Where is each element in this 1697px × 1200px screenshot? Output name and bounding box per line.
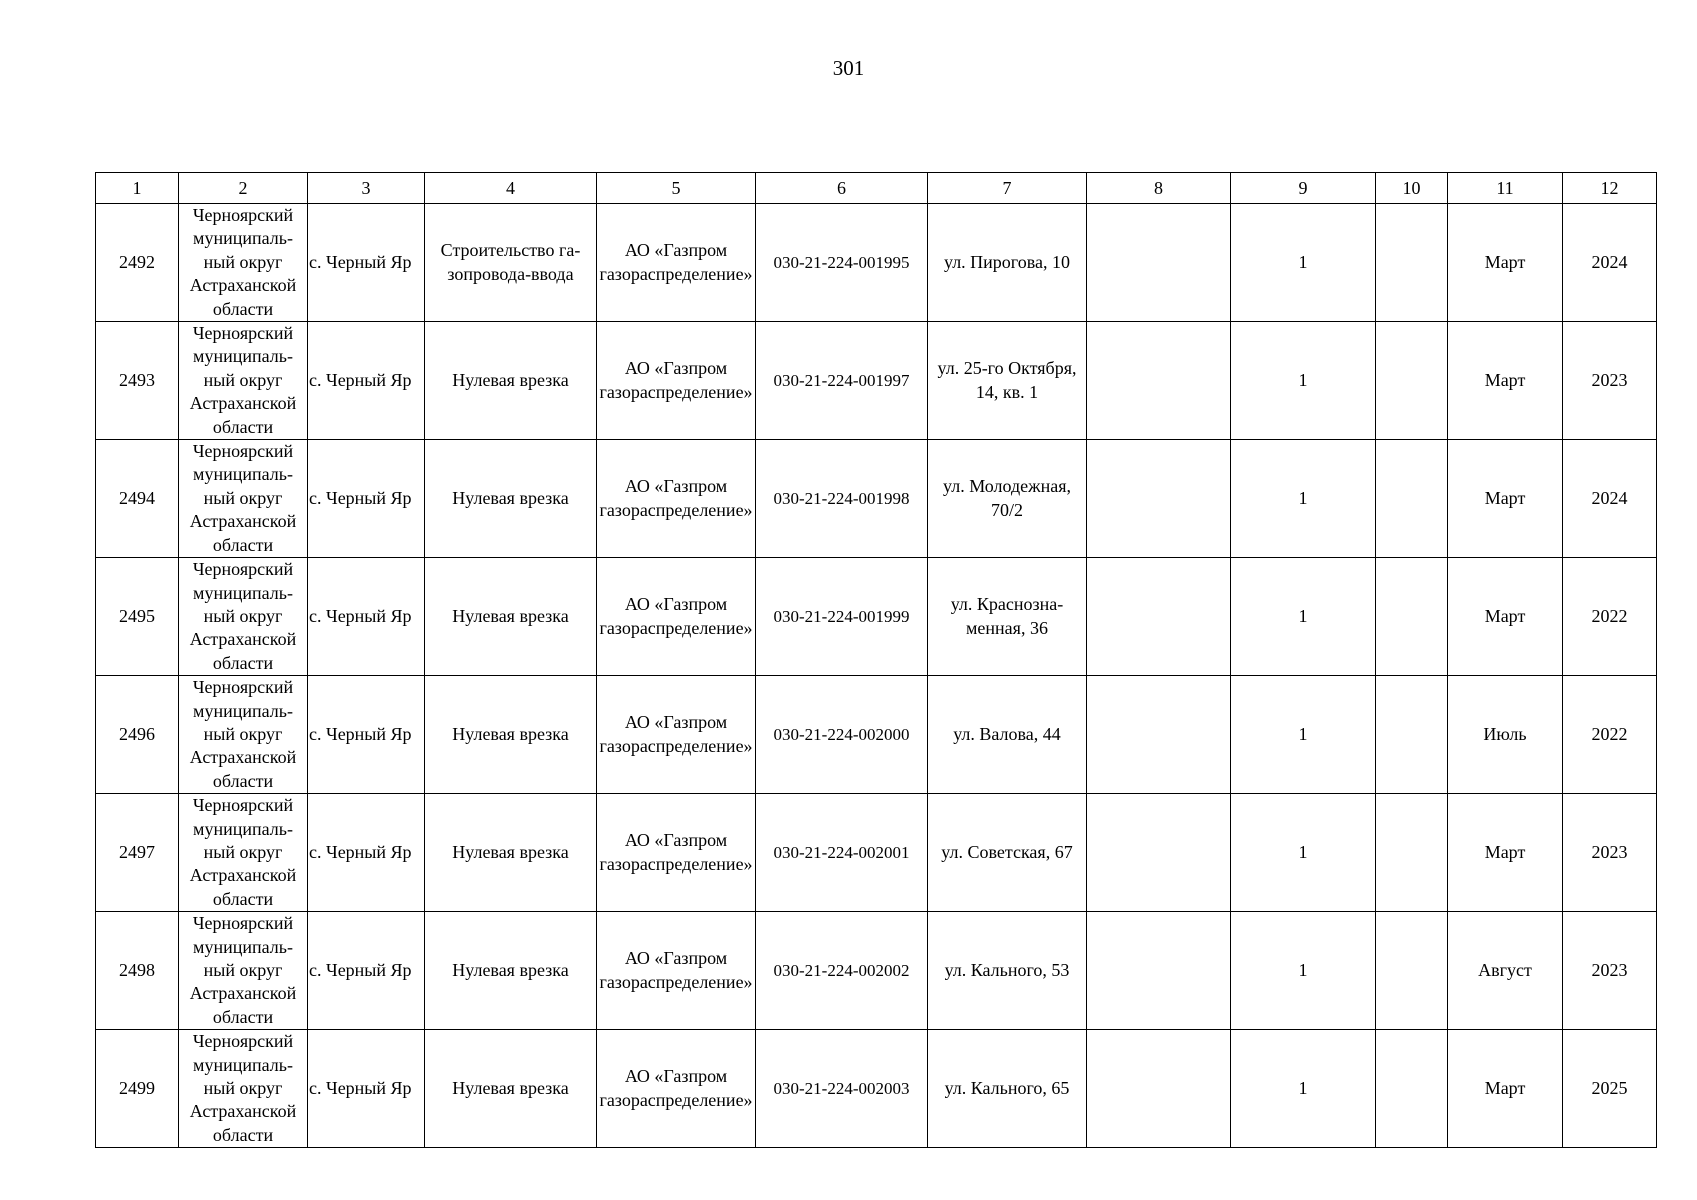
settlement-cell: с. Черный Яр [308, 558, 425, 676]
column-header-5: 5 [597, 173, 756, 204]
table-body [96, 204, 1657, 1148]
month-cell: Март [1448, 558, 1563, 676]
organization-cell: АО «Газпром газораспределение» [597, 558, 756, 676]
work-type-cell: Нулевая врезка [425, 676, 597, 794]
settlement-cell: с. Черный Яр [308, 912, 425, 1030]
row-number: 2499 [96, 1030, 179, 1148]
table-row [96, 676, 1657, 794]
quantity-cell: 1 [1231, 322, 1376, 440]
row-number: 2496 [96, 676, 179, 794]
table-row [96, 440, 1657, 558]
table-row [96, 912, 1657, 1030]
table-row [96, 322, 1657, 440]
work-type-cell: Нулевая врезка [425, 794, 597, 912]
column-8-cell [1087, 794, 1231, 912]
organization-cell: АО «Газпром газораспределение» [597, 440, 756, 558]
address-cell: ул. Советская, 67 [928, 794, 1087, 912]
column-header-6: 6 [756, 173, 928, 204]
column-header-3: 3 [308, 173, 425, 204]
column-10-cell [1376, 912, 1448, 1030]
district-cell: Черноярский муниципальный округ Астраханской области [179, 912, 308, 1030]
address-cell: ул. Кального, 65 [928, 1030, 1087, 1148]
year-cell: 2022 [1563, 676, 1657, 794]
district-cell: Черноярский муниципальный округ Астраханской области [179, 440, 308, 558]
quantity-cell: 1 [1231, 204, 1376, 322]
column-header-1: 1 [96, 173, 179, 204]
district-cell: Черноярский муниципальный округ Астраханской области [179, 676, 308, 794]
row-number: 2492 [96, 204, 179, 322]
organization-cell: АО «Газпром газораспределение» [597, 676, 756, 794]
column-header-2: 2 [179, 173, 308, 204]
column-header-12: 12 [1563, 173, 1657, 204]
column-10-cell [1376, 558, 1448, 676]
quantity-cell: 1 [1231, 1030, 1376, 1148]
column-header-9: 9 [1231, 173, 1376, 204]
year-cell: 2025 [1563, 1030, 1657, 1148]
month-cell: Август [1448, 912, 1563, 1030]
column-8-cell [1087, 322, 1231, 440]
quantity-cell: 1 [1231, 912, 1376, 1030]
month-cell: Март [1448, 322, 1563, 440]
address-cell: ул. Кального, 53 [928, 912, 1087, 1030]
registry-table [95, 172, 1657, 1148]
month-cell: Март [1448, 204, 1563, 322]
column-8-cell [1087, 912, 1231, 1030]
organization-cell: АО «Газпром газораспределение» [597, 794, 756, 912]
work-type-cell: Нулевая врезка [425, 322, 597, 440]
district-cell: Черноярский муниципальный округ Астраханской области [179, 322, 308, 440]
work-type-cell: Нулевая врезка [425, 440, 597, 558]
month-cell: Март [1448, 1030, 1563, 1148]
quantity-cell: 1 [1231, 558, 1376, 676]
object-code-cell: 030-21-224-001997 [756, 322, 928, 440]
row-number: 2494 [96, 440, 179, 558]
object-code-cell: 030-21-224-001995 [756, 204, 928, 322]
quantity-cell: 1 [1231, 794, 1376, 912]
object-code-cell: 030-21-224-002001 [756, 794, 928, 912]
object-code-cell: 030-21-224-001998 [756, 440, 928, 558]
object-code-cell: 030-21-224-002003 [756, 1030, 928, 1148]
table-header [96, 173, 1657, 204]
column-10-cell [1376, 1030, 1448, 1148]
address-cell: ул. 25-го Октября, 14, кв. 1 [928, 322, 1087, 440]
column-8-cell [1087, 676, 1231, 794]
header-row [96, 173, 1657, 204]
district-cell: Черноярский муниципальный округ Астраханской области [179, 558, 308, 676]
settlement-cell: с. Черный Яр [308, 676, 425, 794]
settlement-cell: с. Черный Яр [308, 440, 425, 558]
table-row [96, 558, 1657, 676]
column-8-cell [1087, 440, 1231, 558]
object-code-cell: 030-21-224-002000 [756, 676, 928, 794]
column-10-cell [1376, 440, 1448, 558]
address-cell: ул. Валова, 44 [928, 676, 1087, 794]
year-cell: 2023 [1563, 912, 1657, 1030]
year-cell: 2023 [1563, 794, 1657, 912]
table-row [96, 204, 1657, 322]
quantity-cell: 1 [1231, 676, 1376, 794]
organization-cell: АО «Газпром газораспределение» [597, 204, 756, 322]
settlement-cell: с. Черный Яр [308, 322, 425, 440]
year-cell: 2022 [1563, 558, 1657, 676]
column-10-cell [1376, 676, 1448, 794]
column-header-8: 8 [1087, 173, 1231, 204]
settlement-cell: с. Черный Яр [308, 794, 425, 912]
organization-cell: АО «Газпром газораспределение» [597, 912, 756, 1030]
quantity-cell: 1 [1231, 440, 1376, 558]
year-cell: 2024 [1563, 204, 1657, 322]
column-8-cell [1087, 204, 1231, 322]
work-type-cell: Нулевая врезка [425, 1030, 597, 1148]
address-cell: ул. Пирогова, 10 [928, 204, 1087, 322]
month-cell: Июль [1448, 676, 1563, 794]
column-header-4: 4 [425, 173, 597, 204]
page-number: 301 [832, 56, 865, 80]
column-header-11: 11 [1448, 173, 1563, 204]
column-10-cell [1376, 322, 1448, 440]
column-10-cell [1376, 794, 1448, 912]
address-cell: ул. Молодежная, 70/2 [928, 440, 1087, 558]
column-header-7: 7 [928, 173, 1087, 204]
district-cell: Черноярский муниципальный округ Астраханской области [179, 794, 308, 912]
object-code-cell: 030-21-224-002002 [756, 912, 928, 1030]
year-cell: 2024 [1563, 440, 1657, 558]
row-number: 2493 [96, 322, 179, 440]
column-10-cell [1376, 204, 1448, 322]
month-cell: Март [1448, 794, 1563, 912]
table-row [96, 1030, 1657, 1148]
settlement-cell: с. Черный Яр [308, 1030, 425, 1148]
row-number: 2497 [96, 794, 179, 912]
settlement-cell: с. Черный Яр [308, 204, 425, 322]
column-header-10: 10 [1376, 173, 1448, 204]
row-number: 2498 [96, 912, 179, 1030]
work-type-cell: Нулевая врезка [425, 912, 597, 1030]
organization-cell: АО «Газпром газораспределение» [597, 322, 756, 440]
year-cell: 2023 [1563, 322, 1657, 440]
organization-cell: АО «Газпром газораспределение» [597, 1030, 756, 1148]
table-row [96, 794, 1657, 912]
address-cell: ул. Краснознаменная, 36 [928, 558, 1087, 676]
district-cell: Черноярский муниципальный округ Астраханской области [179, 204, 308, 322]
work-type-cell: Строительство газопровода-ввода [425, 204, 597, 322]
district-cell: Черноярский муниципальный округ Астраханской области [179, 1030, 308, 1148]
work-type-cell: Нулевая врезка [425, 558, 597, 676]
object-code-cell: 030-21-224-001999 [756, 558, 928, 676]
column-8-cell [1087, 1030, 1231, 1148]
row-number: 2495 [96, 558, 179, 676]
column-8-cell [1087, 558, 1231, 676]
month-cell: Март [1448, 440, 1563, 558]
